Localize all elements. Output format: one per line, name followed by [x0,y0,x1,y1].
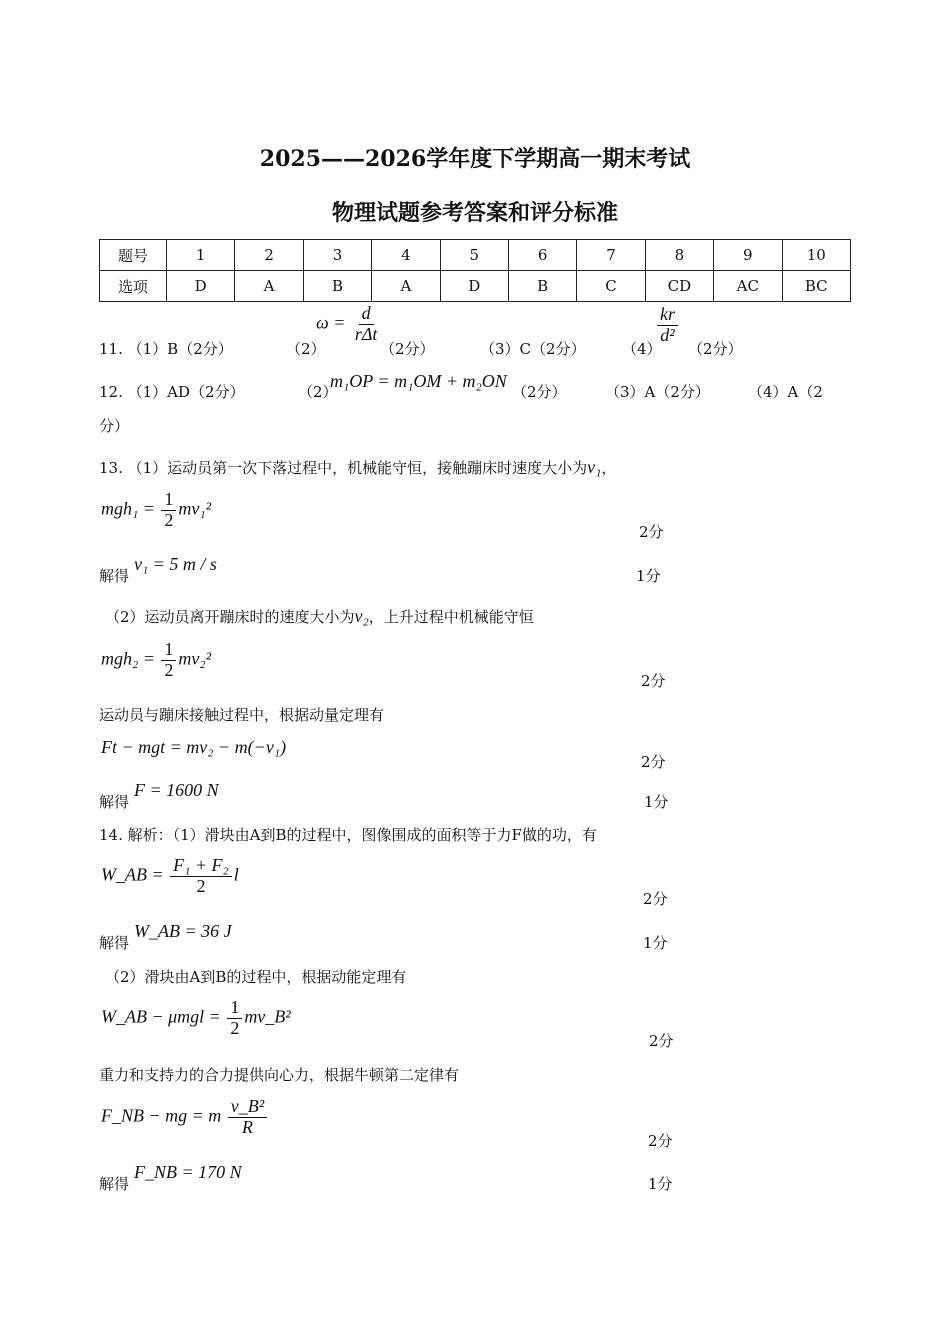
q11-part1: 11. （1）B（2分） [99,340,233,358]
table-cell: 4 [372,240,440,271]
q12-part4: （4）A（2 [748,383,823,401]
q14-score2: 1分 [643,934,668,952]
q14-solve2-label: 解得 [99,1175,130,1193]
q14-score3: 2分 [649,1032,674,1050]
table-cell: D [167,271,235,302]
answer-key-title: 物理试题参考答案和评分标准 [331,200,618,226]
q11-part2-label: （2） [286,340,326,358]
exam-title: 2025——2026学年度下学期高一期末考试 [259,146,691,172]
q14-eq1: W_AB = $\frac{\text{F₁ + F₂}}{2}$ l [101,855,239,896]
q13-eq2: mgh₂ = $\frac{1}{2}$ mv₂² [101,639,212,680]
q13-result2: F = 1600 N [134,780,219,800]
table-cell: 8 [645,240,713,271]
table-row-numbers [100,240,851,271]
q14-score5: 1分 [648,1175,673,1193]
table-cell: 10 [782,240,850,271]
q12-part2-score: （2分） [512,383,567,401]
q14-line2: （2）滑块由A到B的过程中，根据动能定理有 [105,968,407,986]
table-cell: BC [782,271,850,302]
table-cell: B [303,271,371,302]
q12-momentum-formula: m₁OP = m₁OM + m₂ON [330,371,507,391]
q13-score2: 1分 [636,567,661,585]
row-label-number: 题号 [100,240,167,271]
q11-part2-score: （2分） [380,340,435,358]
q14-line1: 14. 解析：（1）滑块由A到B的过程中，图像围成的面积等于力F做的功，有 [99,826,597,844]
q13-eq3: Ft − mgt = mv₂ − m(−v₁) [101,737,287,757]
table-cell: 5 [440,240,508,271]
table-cell: 3 [303,240,371,271]
q13-score4: 2分 [641,753,666,771]
q14-result1: W_AB = 36 J [134,921,232,941]
q13-result1: v₁ = 5 m / s [134,554,217,574]
table-cell: 2 [235,240,303,271]
row-label-answer: 选项 [100,271,167,302]
q12-part3: （3）A（2分） [605,383,710,401]
q13-solve1-label: 解得 [99,567,130,585]
q13-eq1: mgh₁ = $\frac{1}{2}$ mv₁² [101,489,212,530]
q13-line2: （2）运动员离开蹦床时的速度大小为v₂，上升过程中机械能守恒 [105,606,534,626]
table-cell: AC [714,271,782,302]
q13-score5: 1分 [644,793,669,811]
answer-table [99,239,851,302]
table-row-answers [100,271,851,302]
table-cell: 1 [167,240,235,271]
q11-part3: （3）C（2分） [480,340,586,358]
table-cell: CD [645,271,713,302]
q14-eq2: W_AB − μmgl = $\frac{1}{2}$ mv_B² [101,997,291,1038]
q12-part1: 12. （1）AD（2分） [99,383,245,401]
q12-part2-label: （2） [298,383,338,401]
q11-part4-formula: $\frac{kr}{\text{d²}}$ [655,305,680,346]
q14-line3: 重力和支持力的合力提供向心力，根据牛顿第二定律有 [99,1066,460,1084]
q14-result2: F_NB = 170 N [134,1162,242,1182]
q14-eq3: F_NB − mg = m $\frac{\text{v\_B²}}{R}$ [101,1097,269,1138]
q13-score1: 2分 [639,523,664,541]
q13-line3: 运动员与蹦床接触过程中，根据动量定理有 [99,706,385,724]
q11-omega-formula: ω = $\frac{d}{\text{rΔt}}$ [316,303,378,344]
q11-part4-label: （4） [622,340,662,358]
q13-solve2-label: 解得 [99,793,130,811]
q12-part4-cont: 分） [99,417,130,435]
table-cell: A [372,271,440,302]
q14-score4: 2分 [648,1132,673,1150]
table-cell: B [508,271,576,302]
table-cell: 7 [577,240,645,271]
q11-part4-score: （2分） [688,340,743,358]
q14-solve1-label: 解得 [99,934,130,952]
table-cell: 9 [714,240,782,271]
table-cell: D [440,271,508,302]
table-cell: A [235,271,303,302]
q14-score1: 2分 [643,890,668,908]
q13-line1: 13. （1）运动员第一次下落过程中，机械能守恒，接触蹦床时速度大小为v₁， [99,457,617,477]
table-cell: 6 [508,240,576,271]
q13-score3: 2分 [641,672,666,690]
table-cell: C [577,271,645,302]
